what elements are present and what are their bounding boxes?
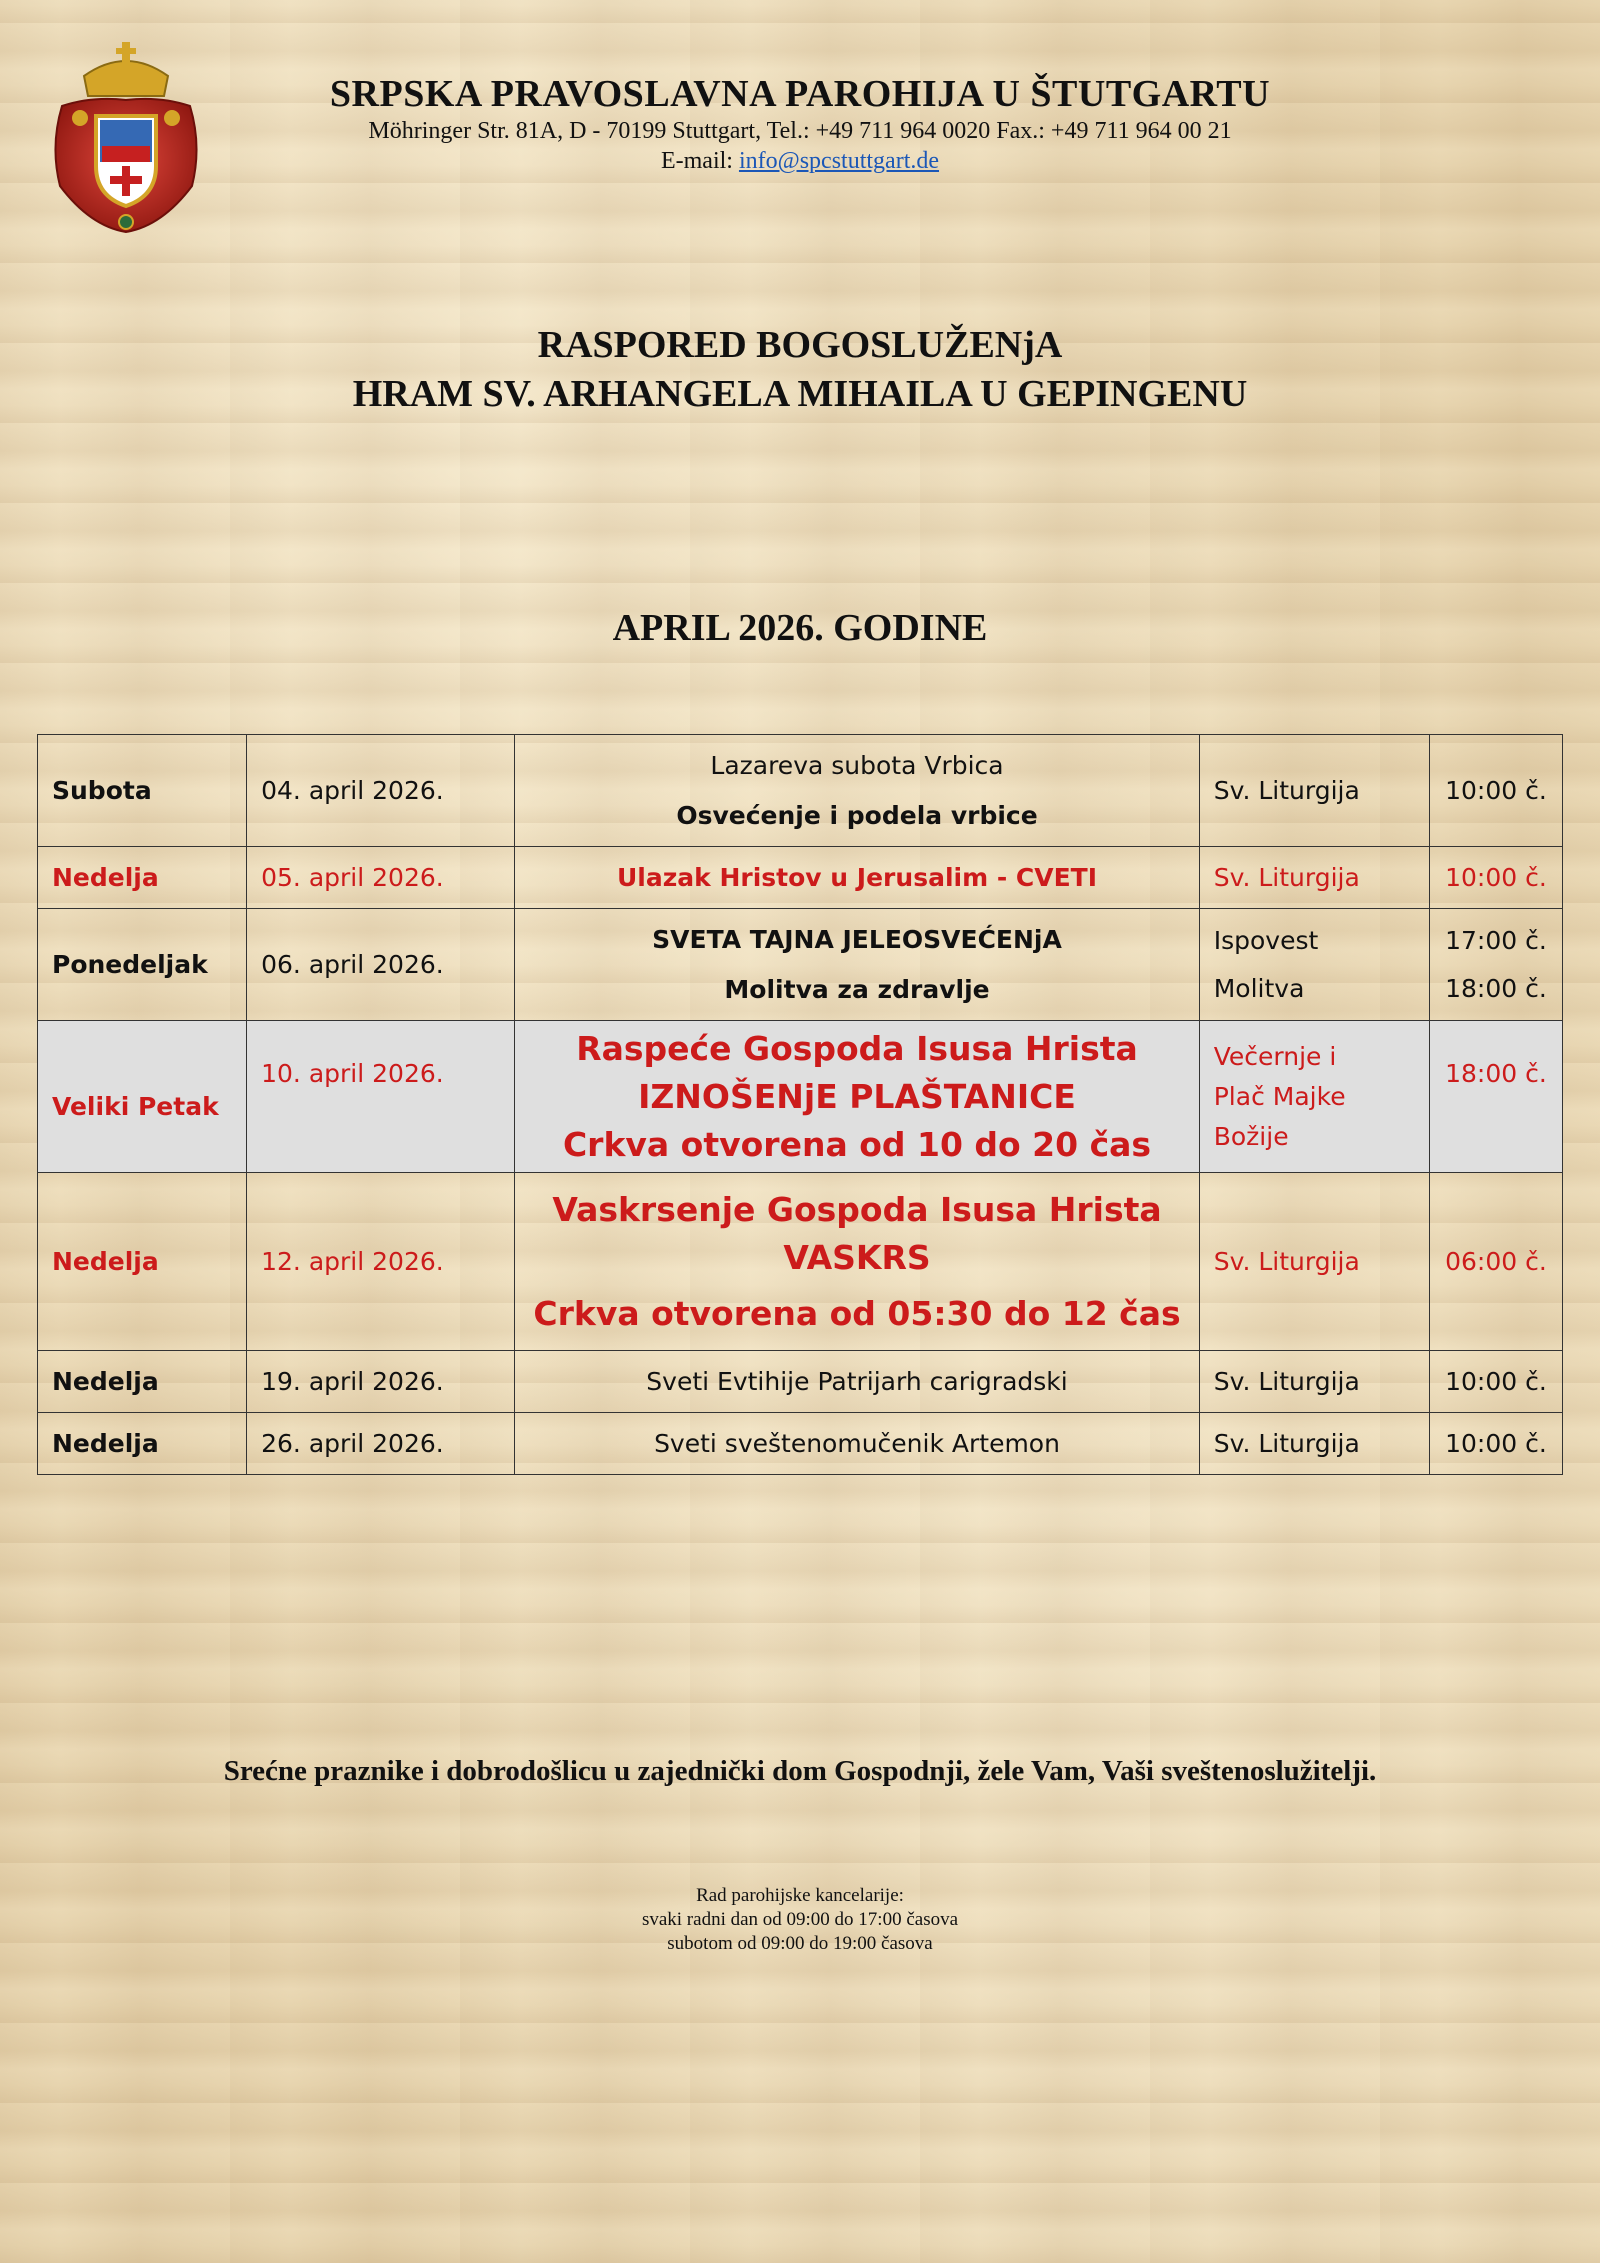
time-line: 18:00 č. [1445, 973, 1547, 1003]
row-time: 10:00 č. [1429, 735, 1562, 847]
time-line: 17:00 č. [1445, 925, 1547, 955]
service-line: Večernje i [1213, 1041, 1337, 1071]
schedule-row [38, 847, 1563, 909]
service-line: Božije [1213, 1121, 1289, 1151]
row-day: Nedelja [38, 847, 247, 909]
crest-icon [40, 36, 212, 236]
row-day: Nedelja [38, 1351, 247, 1413]
service-line: Plač Majke [1213, 1081, 1346, 1111]
row-date: 06. april 2026. [247, 909, 515, 1021]
church-title: HRAM SV. ARHANGELA MIHAILA U GEPINGENU [352, 373, 1248, 415]
schedule-table [37, 734, 1563, 1475]
description-line: IZNOŠENjE PLAŠTANICE [638, 1076, 1076, 1116]
row-day: Nedelja [38, 1173, 247, 1351]
row-service: Sv. Liturgija [1199, 1351, 1429, 1413]
row-time [1429, 909, 1562, 1021]
description-line: Crkva otvorena od 10 do 20 čas [562, 1124, 1152, 1164]
parish-name: SRPSKA PRAVOSLAVNA PAROHIJA U ŠTUTGARTU [329, 73, 1271, 115]
description-line: Lazareva subota Vrbica [710, 750, 1004, 780]
service-line: Ispovest [1213, 925, 1319, 955]
row-service: Sv. Liturgija [1199, 847, 1429, 909]
row-time: 10:00 č. [1429, 847, 1562, 909]
office-hours-saturday: subotom od 09:00 do 19:00 časova [667, 1933, 933, 1954]
description-line: Vaskrsenje Gospoda Isusa Hrista [552, 1189, 1162, 1229]
email-line [225, 146, 1375, 176]
row-date: 05. april 2026. [247, 847, 515, 909]
row-date: 10. april 2026. [247, 1021, 515, 1173]
schedule-row [38, 1173, 1563, 1351]
description-line: SVETA TAJNA JELEOSVEĆENjA [652, 924, 1062, 954]
row-date: 26. april 2026. [247, 1413, 515, 1475]
row-time: 18:00 č. [1429, 1021, 1562, 1173]
description-line: Raspeće Gospoda Isusa Hrista [576, 1028, 1138, 1068]
email-label: E-mail: [660, 148, 739, 174]
schedule-row-highlighted [38, 1021, 1563, 1173]
row-description: Ulazak Hristov u Jerusalim - CVETI [515, 847, 1199, 909]
row-description [515, 735, 1199, 847]
parish-header [225, 72, 1375, 176]
row-date: 19. april 2026. [247, 1351, 515, 1413]
description-line: VASKRS [783, 1237, 931, 1277]
row-description: Sveti Evtihije Patrijarh carigradski [515, 1351, 1199, 1413]
office-hours-weekdays: svaki radni dan od 09:00 do 17:00 časova [641, 1909, 959, 1930]
service-line: Molitva [1213, 973, 1305, 1003]
row-day: Subota [38, 735, 247, 847]
row-day: Ponedeljak [38, 909, 247, 1021]
row-service: Sv. Liturgija [1199, 1173, 1429, 1351]
row-time: 06:00 č. [1429, 1173, 1562, 1351]
row-description [515, 1021, 1199, 1173]
office-hours-title: Rad parohijske kancelarije: [696, 1885, 904, 1906]
description-line: Osvećenje i podela vrbice [676, 800, 1038, 830]
email-link[interactable]: info@spcstuttgart.de [738, 148, 940, 174]
row-description [515, 909, 1199, 1021]
row-service [1199, 1021, 1429, 1173]
greeting-text: Srećne praznike i dobrodošlicu u zajednički dom Gospodnji, žele Vam, Vaši sveštenoslužitelji. [223, 1755, 1377, 1787]
row-description: Sveti sveštenomučenik Artemon [515, 1413, 1199, 1475]
description-line: Molitva za zdravlje [724, 974, 990, 1004]
row-date: 12. april 2026. [247, 1173, 515, 1351]
row-day: Veliki Petak [38, 1021, 247, 1173]
row-service: Sv. Liturgija [1199, 1413, 1429, 1475]
row-time: 10:00 č. [1429, 1413, 1562, 1475]
row-service: Sv. Liturgija [1199, 735, 1429, 847]
schedule-row [38, 1413, 1563, 1475]
schedule-row [38, 909, 1563, 1021]
row-day: Nedelja [38, 1413, 247, 1475]
month-title: APRIL 2026. GODINE [612, 607, 988, 649]
row-time: 10:00 č. [1429, 1351, 1562, 1413]
row-date: 04. april 2026. [247, 735, 515, 847]
schedule-row [38, 1351, 1563, 1413]
row-description [515, 1173, 1199, 1351]
schedule-title: RASPORED BOGOSLUŽENjA [537, 324, 1063, 366]
description-line: Crkva otvorena od 05:30 do 12 čas [533, 1293, 1181, 1333]
parish-address: Möhringer Str. 81A, D - 70199 Stuttgart, Tel.: +49 711 964 0020 Fax.: +49 711 964 00 21 [368, 118, 1232, 144]
office-hours [0, 1884, 1600, 1956]
schedule-row [38, 735, 1563, 847]
row-service [1199, 909, 1429, 1021]
